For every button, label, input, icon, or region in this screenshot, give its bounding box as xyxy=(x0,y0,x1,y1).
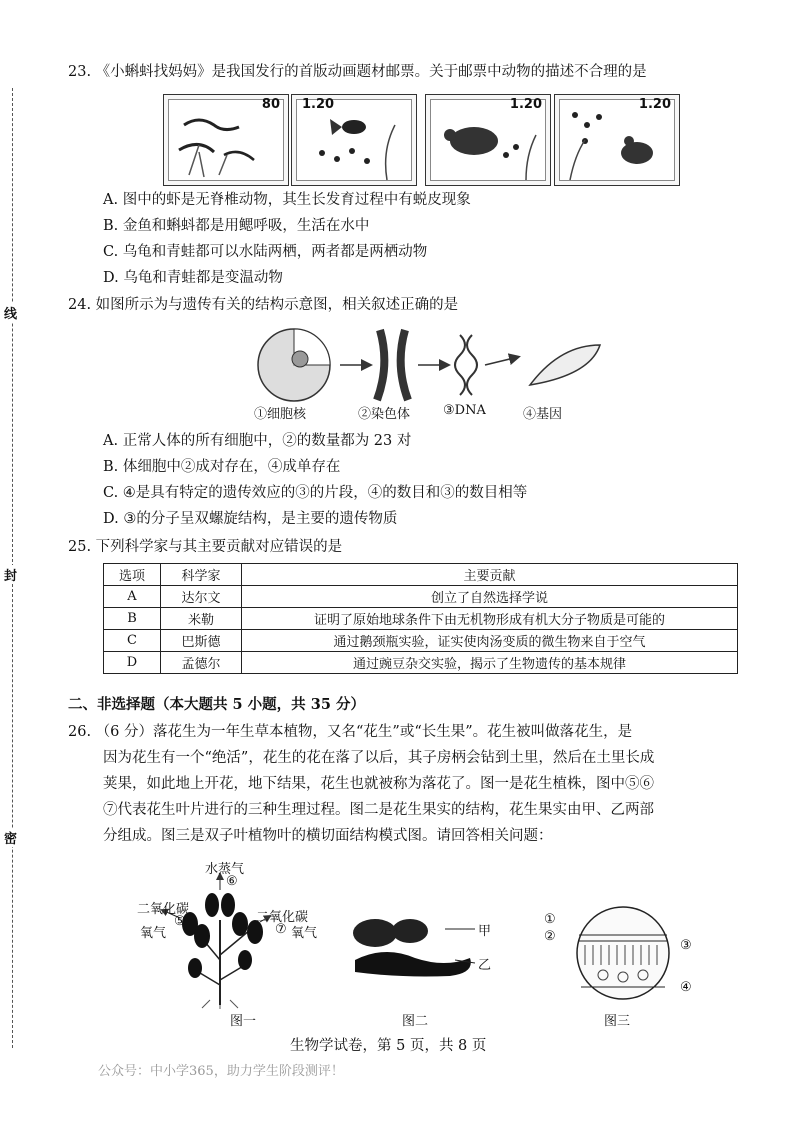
cell-option: A xyxy=(104,586,161,608)
fig3-marker-3: ③ xyxy=(680,938,692,953)
q23-option-c: C. 乌龟和青蛙都可以水陆两栖，两者都是两栖动物 xyxy=(103,244,428,260)
goldfish-illustration xyxy=(292,95,416,185)
label-chromosome: ②染色体 xyxy=(358,407,411,422)
fig1-o2-left: 氧气 xyxy=(140,926,167,941)
fig1-caption: 图一 xyxy=(230,1014,257,1029)
q24-option-c: C. ④是具有特定的遗传效应的③的片段，④的数目和③的数目相等 xyxy=(103,485,528,501)
cell-option: B xyxy=(104,608,161,630)
table-row xyxy=(104,608,738,630)
gene-figure xyxy=(530,345,600,385)
heredity-diagram xyxy=(250,325,630,405)
fig3-marker-4: ④ xyxy=(680,980,692,995)
stamp-value: 1.20 xyxy=(638,97,671,112)
label-gene: ④基因 xyxy=(523,407,563,422)
side-mark-mi: 密 xyxy=(4,828,17,847)
cell-contribution: 创立了自然选择学说 xyxy=(242,586,738,608)
q24-stem: 24. 如图所示为与遗传有关的结构示意图，相关叙述正确的是 xyxy=(68,297,459,313)
q25-stem: 25. 下列科学家与其主要贡献对应错误的是 xyxy=(68,539,343,555)
q23-option-b: B. 金鱼和蝌蚪都是用鳃呼吸，生活在水中 xyxy=(103,218,370,234)
fig1-marker-6: ⑥ xyxy=(226,874,238,889)
fig2-jia: 甲 xyxy=(478,924,492,939)
table-row xyxy=(104,586,738,608)
q26-line-5: 分组成。图三是双子叶植物叶的横切面结构模式图。请回答相关问题： xyxy=(103,828,553,844)
q26-line-2: 因为花生有一个“绝活”，花生的花在落了以后，其子房柄会钻到土里，然后在土里长成 xyxy=(103,750,655,766)
chromosome-figure xyxy=(377,330,408,400)
watermark: 公众号：中小学365，助力学生阶段测评！ xyxy=(98,1064,344,1079)
fig2-yi: 乙 xyxy=(478,958,492,973)
fig1-o2-right: 氧气 xyxy=(291,926,318,941)
fig3-marker-2: ② xyxy=(544,929,556,944)
q23-option-d: D. 乌龟和青蛙都是变温动物 xyxy=(103,270,283,286)
fig1-water-vapor: 水蒸气 xyxy=(205,862,245,877)
peanut-fruit-figure xyxy=(345,905,485,985)
label-dna: ③DNA xyxy=(443,403,486,418)
q26-line-1: 26. （6 分）落花生为一年生草本植物，又名“花生”或“长生果”。花生被叫做落花生，是 xyxy=(68,724,633,740)
side-mark-feng: 封 xyxy=(4,565,17,584)
label-nucleus: ①细胞核 xyxy=(254,407,307,422)
cell-nucleus-figure xyxy=(258,329,330,401)
cell-option: C xyxy=(104,630,161,652)
q23-stem: 23. 《小蝌蚪找妈妈》是我国发行的首版动画题材邮票。关于邮票中动物的描述不合理的是 xyxy=(68,64,647,80)
stamp-frog xyxy=(554,94,680,186)
q24-option-b: B. 体细胞中②成对存在，④成单存在 xyxy=(103,459,341,475)
cell-contribution: 通过豌豆杂交实验，揭示了生物遗传的基本规律 xyxy=(242,652,738,674)
scientist-table xyxy=(103,563,738,674)
cell-scientist: 达尔文 xyxy=(161,586,242,608)
cell-option: D xyxy=(104,652,161,674)
stamp-value: 1.20 xyxy=(509,97,542,112)
cell-scientist: 孟德尔 xyxy=(161,652,242,674)
side-mark-xian: 线 xyxy=(4,303,17,322)
frog-illustration xyxy=(555,95,679,185)
header-scientist: 科学家 xyxy=(161,564,242,586)
page-footer: 生物学试卷，第 5 页，共 8 页 xyxy=(290,1038,487,1054)
q26-line-3: 荚果，如此地上开花，地下结果，花生也就被称为落花了。图一是花生植株，图中⑤⑥ xyxy=(103,776,654,792)
table-row xyxy=(104,652,738,674)
stamp-value: 80 xyxy=(261,97,280,112)
fig1-marker-5: ⑤ xyxy=(174,914,186,929)
stamp-shrimp xyxy=(163,94,289,186)
q23-option-a: A. 图中的虾是无脊椎动物，其生长发育过程中有蜕皮现象 xyxy=(103,192,471,208)
cell-scientist: 巴斯德 xyxy=(161,630,242,652)
leaf-cross-section-figure xyxy=(563,905,683,1005)
cell-contribution: 证明了原始地球条件下由无机物形成有机大分子物质是可能的 xyxy=(242,608,738,630)
section-heading: 二、非选择题（本大题共 5 小题，共 35 分） xyxy=(68,696,365,713)
turtle-illustration xyxy=(426,95,550,185)
stamp-goldfish xyxy=(291,94,417,186)
q24-option-a: A. 正常人体的所有细胞中，②的数量都为 23 对 xyxy=(103,433,412,449)
q24-option-d: D. ③的分子呈双螺旋结构，是主要的遗传物质 xyxy=(103,511,398,527)
fig2-caption: 图二 xyxy=(402,1014,429,1029)
fig1-marker-7: ⑦ xyxy=(275,922,287,937)
dna-figure xyxy=(455,335,477,395)
stamp-value: 1.20 xyxy=(302,97,335,112)
stamp-turtle xyxy=(425,94,551,186)
fig1-co2-right: 二氧化碳 xyxy=(256,910,309,925)
header-contribution: 主要贡献 xyxy=(242,564,738,586)
cell-scientist: 米勒 xyxy=(161,608,242,630)
table-header-row xyxy=(104,564,738,586)
header-option: 选项 xyxy=(104,564,161,586)
fig3-caption: 图三 xyxy=(604,1014,631,1029)
fig1-co2-left: 二氧化碳 xyxy=(137,902,190,917)
shrimp-illustration xyxy=(164,95,288,185)
table-row xyxy=(104,630,738,652)
cell-contribution: 通过鹅颈瓶实验，证实使肉汤变质的微生物来自于空气 xyxy=(242,630,738,652)
q26-line-4: ⑦代表花生叶片进行的三种生理过程。图二是花生果实的结构，花生果实由甲、乙两部 xyxy=(103,802,654,818)
fig3-marker-1: ① xyxy=(544,912,556,927)
